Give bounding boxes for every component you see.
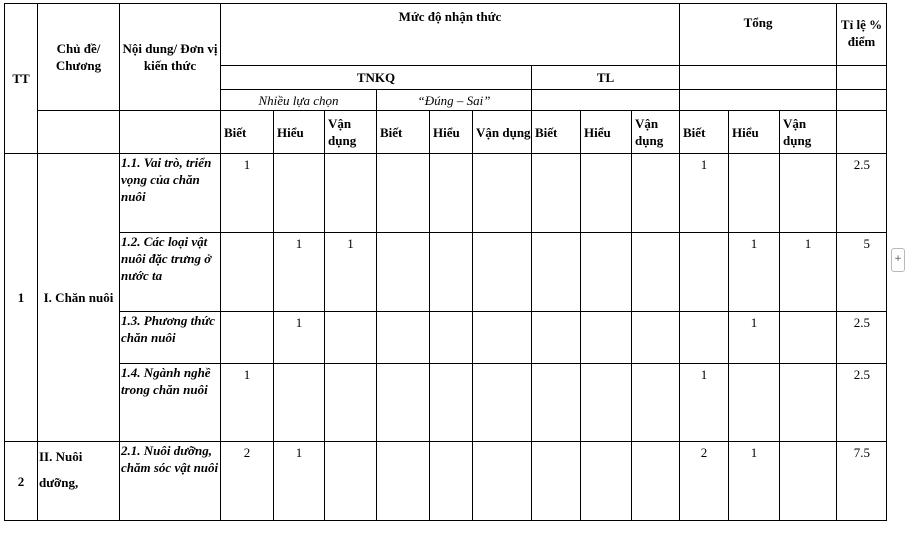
content-cell: 1.2. Các loại vật nuôi đặc trưng ở nước ta	[120, 233, 221, 312]
percent-cell: 5	[837, 233, 887, 312]
topic-cell: I. Chăn nuôi	[38, 154, 120, 442]
count-cell	[274, 154, 325, 233]
count-cell: 1	[325, 233, 377, 312]
content-blank-cell	[120, 111, 221, 154]
count-cell	[632, 364, 680, 442]
count-cell	[325, 154, 377, 233]
count-cell	[377, 442, 430, 521]
content-cell: 2.1. Nuôi dưỡng, chăm sóc vật nuôi	[120, 442, 221, 521]
count-cell	[632, 312, 680, 364]
count-cell	[532, 233, 581, 312]
chapter-header: Chủ đề/ Chương	[38, 4, 120, 111]
count-cell	[473, 233, 532, 312]
count-cell	[430, 364, 473, 442]
count-cell	[780, 364, 837, 442]
percent-cell: 7.5	[837, 442, 887, 521]
percent-blank-cell	[837, 111, 887, 154]
content-cell: 1.1. Vai trò, triển vọng của chăn nuôi	[120, 154, 221, 233]
count-cell	[377, 312, 430, 364]
percent-cell: 2.5	[837, 312, 887, 364]
level-header: Biết	[680, 111, 729, 154]
tl-blank-cell	[532, 90, 680, 111]
count-cell: 2	[221, 442, 274, 521]
level-header: Hiểu	[581, 111, 632, 154]
level-header: Biết	[377, 111, 430, 154]
count-cell	[274, 364, 325, 442]
level-header: Hiểu	[729, 111, 780, 154]
count-cell: 1	[274, 312, 325, 364]
level-header: Vận dụng	[325, 111, 377, 154]
count-cell	[729, 154, 780, 233]
count-cell	[780, 442, 837, 521]
percent-blank-cell	[837, 90, 887, 111]
level-header: Biết	[221, 111, 274, 154]
count-cell	[632, 442, 680, 521]
count-cell: 1	[680, 154, 729, 233]
count-cell: 1	[221, 364, 274, 442]
count-cell: 1	[729, 233, 780, 312]
count-cell	[473, 364, 532, 442]
count-cell: 1	[274, 233, 325, 312]
count-cell	[377, 233, 430, 312]
tnkq-header: TNKQ	[221, 66, 532, 90]
level-header: Hiểu	[274, 111, 325, 154]
total-blank-cell	[680, 90, 837, 111]
count-cell: 1	[729, 312, 780, 364]
content-cell: 1.4. Ngành nghề trong chăn nuôi	[120, 364, 221, 442]
count-cell	[581, 364, 632, 442]
count-cell: 1	[780, 233, 837, 312]
side-expand-handle[interactable]: +	[891, 248, 905, 272]
count-cell	[680, 233, 729, 312]
count-cell	[221, 233, 274, 312]
count-cell	[581, 233, 632, 312]
level-header: Hiểu	[430, 111, 473, 154]
multiple-choice-header: Nhiều lựa chọn	[221, 90, 377, 111]
level-header: Biết	[532, 111, 581, 154]
count-cell	[680, 312, 729, 364]
count-cell: 1	[729, 442, 780, 521]
percent-cell: 2.5	[837, 154, 887, 233]
total-blank-cell	[680, 66, 837, 90]
count-cell	[780, 154, 837, 233]
true-false-header: “Đúng – Sai”	[377, 90, 532, 111]
count-cell	[430, 312, 473, 364]
tl-header: TL	[532, 66, 680, 90]
count-cell	[532, 442, 581, 521]
chapter-blank-cell	[38, 111, 120, 154]
level-header: Vận dụng	[473, 111, 532, 154]
level-header: Vận dụng	[780, 111, 837, 154]
count-cell	[581, 312, 632, 364]
count-cell	[325, 364, 377, 442]
count-cell	[532, 154, 581, 233]
level-header: Vận dụng	[632, 111, 680, 154]
content-cell: 1.3. Phương thức chăn nuôi	[120, 312, 221, 364]
count-cell	[780, 312, 837, 364]
tt-header: TT	[5, 4, 38, 154]
count-cell: 1	[274, 442, 325, 521]
count-cell	[377, 364, 430, 442]
count-cell	[632, 233, 680, 312]
count-cell	[473, 442, 532, 521]
count-cell	[473, 312, 532, 364]
count-cell	[430, 233, 473, 312]
percent-header: Tỉ lệ % điểm	[837, 4, 887, 66]
count-cell	[325, 312, 377, 364]
percent-cell: 2.5	[837, 364, 887, 442]
count-cell	[325, 442, 377, 521]
count-cell: 1	[680, 364, 729, 442]
count-cell	[729, 364, 780, 442]
topic-cell: II. Nuôi dưỡng,	[38, 442, 120, 521]
count-cell	[581, 442, 632, 521]
count-cell	[632, 154, 680, 233]
count-cell: 2	[680, 442, 729, 521]
count-cell	[532, 364, 581, 442]
content-unit-header: Nội dung/ Đơn vị kiến thức	[120, 4, 221, 111]
count-cell	[473, 154, 532, 233]
row-number: 2	[5, 442, 38, 521]
count-cell: 1	[221, 154, 274, 233]
assessment-matrix-table	[4, 3, 887, 521]
cognitive-level-header: Mức độ nhận thức	[221, 4, 680, 66]
percent-blank-cell	[837, 66, 887, 90]
count-cell	[377, 154, 430, 233]
count-cell	[430, 154, 473, 233]
count-cell	[430, 442, 473, 521]
count-cell	[532, 312, 581, 364]
count-cell	[221, 312, 274, 364]
count-cell	[581, 154, 632, 233]
row-number: 1	[5, 154, 38, 442]
total-header: Tổng	[680, 4, 837, 66]
